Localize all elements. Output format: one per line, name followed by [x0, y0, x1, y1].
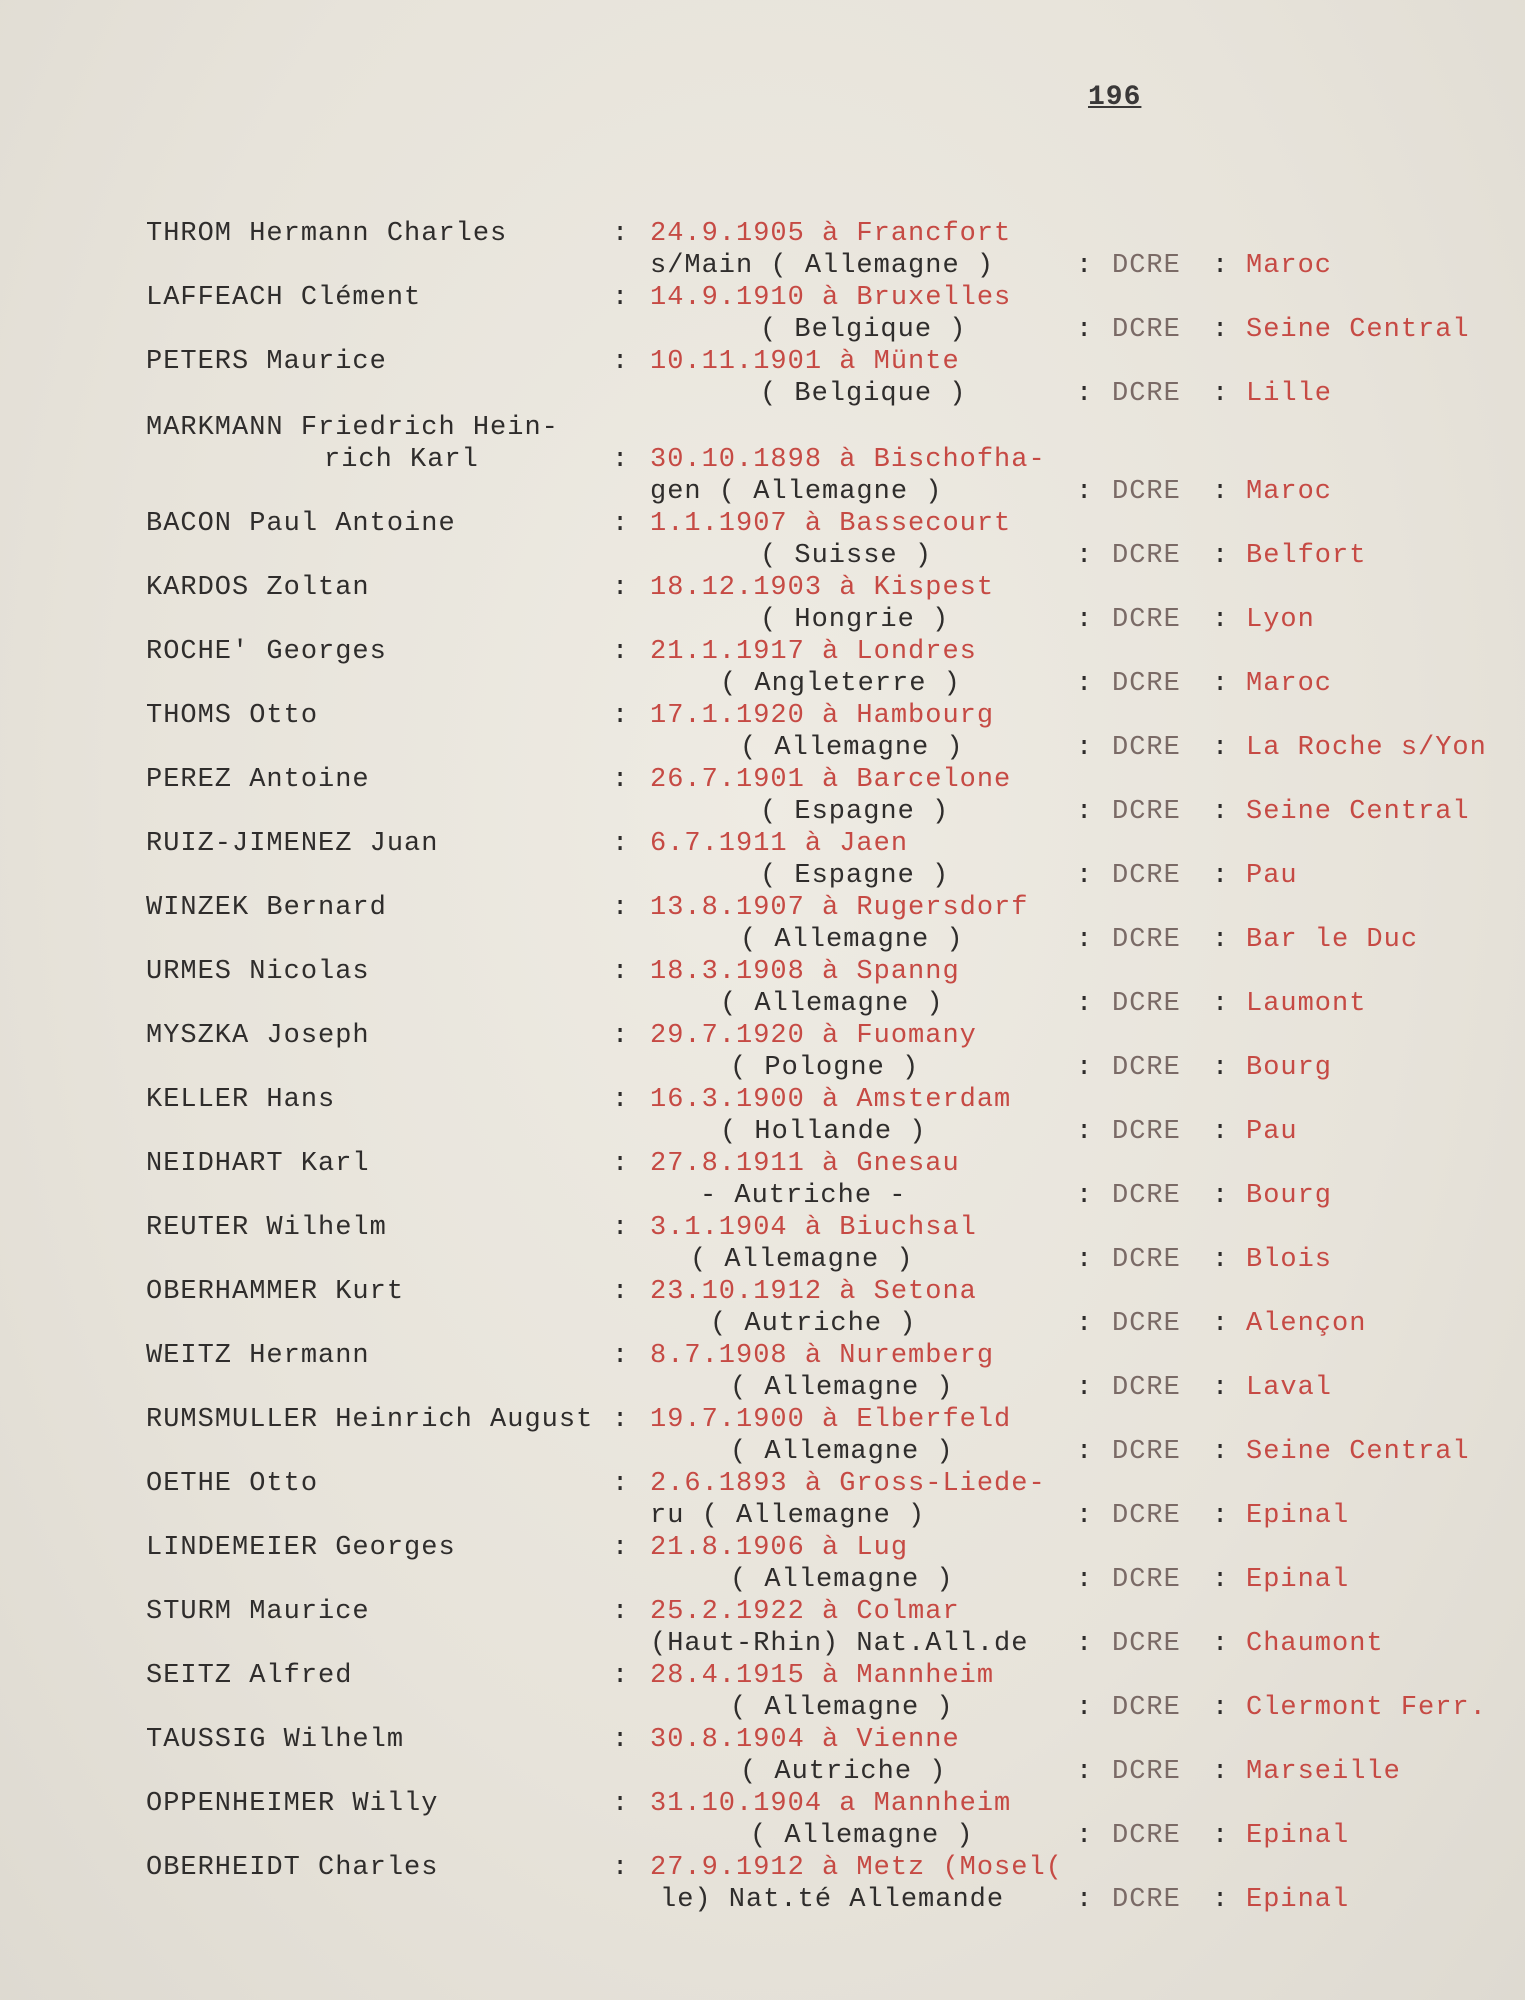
birth-country: ( Allemagne )	[750, 1821, 974, 1851]
separator-colon: :	[612, 1469, 629, 1499]
birth-country: ( Allemagne )	[730, 1437, 954, 1467]
separator-colon: :	[612, 573, 629, 603]
birth-country: ( Allemagne )	[740, 733, 964, 763]
assignment-place: La Roche s/Yon	[1246, 733, 1487, 763]
birth-country: ( Hongrie )	[760, 605, 950, 635]
birth-date-place: 26.7.1901 à Barcelone	[650, 765, 1012, 795]
birth-date-place: 21.8.1906 à Lug	[650, 1533, 909, 1563]
separator-colon: :	[1076, 251, 1093, 281]
separator-colon: :	[1212, 1245, 1229, 1275]
entry-row	[0, 1788, 1525, 1858]
separator-colon: :	[1212, 379, 1229, 409]
separator-colon: :	[612, 1149, 629, 1179]
person-name: STURM Maurice	[146, 1597, 370, 1627]
assignment-place: Lyon	[1246, 605, 1315, 635]
birth-country: ( Allemagne )	[730, 1565, 954, 1595]
dept-code: DCRE	[1112, 1181, 1181, 1211]
separator-colon: :	[1076, 861, 1093, 891]
separator-colon: :	[1076, 541, 1093, 571]
separator-colon: :	[612, 765, 629, 795]
birth-country: s/Main ( Allemagne )	[650, 251, 995, 281]
assignment-place: Bar le Duc	[1246, 925, 1419, 955]
separator-colon: :	[1076, 605, 1093, 635]
separator-colon: :	[1076, 1501, 1093, 1531]
person-name: URMES Nicolas	[146, 957, 370, 987]
assignment-place: Marseille	[1246, 1757, 1401, 1787]
separator-colon: :	[612, 1725, 629, 1755]
dept-code: DCRE	[1112, 861, 1181, 891]
birth-date-place: 10.11.1901 à Münte	[650, 347, 960, 377]
person-name: BACON Paul Antoine	[146, 509, 456, 539]
birth-country: ( Hollande )	[720, 1117, 927, 1147]
birth-date-place: 23.10.1912 à Setona	[650, 1277, 977, 1307]
assignment-place: Seine Central	[1246, 315, 1470, 345]
birth-country: ( Autriche )	[710, 1309, 917, 1339]
person-name: OBERHEIDT Charles	[146, 1853, 439, 1883]
dept-code: DCRE	[1112, 1629, 1181, 1659]
separator-colon: :	[612, 1853, 629, 1883]
birth-country: ( Espagne )	[760, 861, 950, 891]
entry-row	[0, 1532, 1525, 1602]
separator-colon: :	[612, 1213, 629, 1243]
dept-code: DCRE	[1112, 1821, 1181, 1851]
assignment-place: Pau	[1246, 861, 1298, 891]
separator-colon: :	[1212, 1373, 1229, 1403]
person-name: RUIZ-JIMENEZ Juan	[146, 829, 439, 859]
separator-colon: :	[612, 509, 629, 539]
birth-country: (Haut-Rhin) Nat.All.de	[650, 1629, 1029, 1659]
separator-colon: :	[1076, 1181, 1093, 1211]
dept-code: DCRE	[1112, 1757, 1181, 1787]
person-name: KARDOS Zoltan	[146, 573, 370, 603]
separator-colon: :	[1212, 925, 1229, 955]
person-name: PEREZ Antoine	[146, 765, 370, 795]
separator-colon: :	[612, 1533, 629, 1563]
dept-code: DCRE	[1112, 1309, 1181, 1339]
birth-date-place: 30.10.1898 à Bischofha-	[650, 445, 1046, 475]
birth-date-place: 29.7.1920 à Fuomany	[650, 1021, 977, 1051]
separator-colon: :	[1212, 989, 1229, 1019]
separator-colon: :	[1076, 733, 1093, 763]
birth-date-place: 31.10.1904 a Mannheim	[650, 1789, 1012, 1819]
separator-colon: :	[1076, 1117, 1093, 1147]
separator-colon: :	[612, 957, 629, 987]
birth-country: ( Allemagne )	[740, 925, 964, 955]
dept-code: DCRE	[1112, 477, 1181, 507]
birth-date-place: 27.9.1912 à Metz (Mosel(	[650, 1853, 1063, 1883]
separator-colon: :	[612, 637, 629, 667]
separator-colon: :	[612, 1789, 629, 1819]
person-name: TAUSSIG Wilhelm	[146, 1725, 405, 1755]
separator-colon: :	[1212, 477, 1229, 507]
entry-row	[0, 828, 1525, 898]
entry-row	[0, 892, 1525, 962]
birth-date-place: 1.1.1907 à Bassecourt	[650, 509, 1012, 539]
separator-colon: :	[1212, 1821, 1229, 1851]
birth-country: ( Allemagne )	[720, 989, 944, 1019]
entry-row	[0, 764, 1525, 834]
dept-code: DCRE	[1112, 379, 1181, 409]
birth-date-place: 19.7.1900 à Elberfeld	[650, 1405, 1012, 1435]
dept-code: DCRE	[1112, 1885, 1181, 1915]
birth-country: ru ( Allemagne )	[650, 1501, 926, 1531]
entry-row	[0, 412, 1525, 507]
separator-colon: :	[1076, 1629, 1093, 1659]
separator-colon: :	[612, 347, 629, 377]
entry-row	[0, 218, 1525, 288]
dept-code: DCRE	[1112, 925, 1181, 955]
entry-row	[0, 1340, 1525, 1410]
birth-date-place: 27.8.1911 à Gnesau	[650, 1149, 960, 1179]
separator-colon: :	[612, 1405, 629, 1435]
birth-country: ( Autriche )	[740, 1757, 947, 1787]
separator-colon: :	[1212, 797, 1229, 827]
assignment-place: Bourg	[1246, 1053, 1333, 1083]
person-name: OPPENHEIMER Willy	[146, 1789, 439, 1819]
person-name: THROM Hermann Charles	[146, 219, 508, 249]
dept-code: DCRE	[1112, 1693, 1181, 1723]
person-name: MARKMANN Friedrich Hein-	[146, 413, 559, 443]
birth-date-place: 28.4.1915 à Mannheim	[650, 1661, 995, 1691]
separator-colon: :	[612, 701, 629, 731]
separator-colon: :	[1076, 1245, 1093, 1275]
person-name: LINDEMEIER Georges	[146, 1533, 456, 1563]
birth-country: le) Nat.té Allemande	[660, 1885, 1005, 1915]
birth-date-place: 8.7.1908 à Nuremberg	[650, 1341, 995, 1371]
birth-date-place: 2.6.1893 à Gross-Liede-	[650, 1469, 1046, 1499]
person-name: OETHE Otto	[146, 1469, 319, 1499]
birth-country: - Autriche -	[700, 1181, 907, 1211]
separator-colon: :	[1212, 1117, 1229, 1147]
entry-row	[0, 1276, 1525, 1346]
birth-date-place: 14.9.1910 à Bruxelles	[650, 283, 1012, 313]
separator-colon: :	[612, 219, 629, 249]
dept-code: DCRE	[1112, 1501, 1181, 1531]
assignment-place: Epinal	[1246, 1821, 1350, 1851]
birth-country: ( Espagne )	[760, 797, 950, 827]
entry-row	[0, 1660, 1525, 1730]
birth-country: ( Allemagne )	[730, 1373, 954, 1403]
assignment-place: Maroc	[1246, 477, 1333, 507]
dept-code: DCRE	[1112, 251, 1181, 281]
separator-colon: :	[1076, 1373, 1093, 1403]
dept-code: DCRE	[1112, 1245, 1181, 1275]
separator-colon: :	[1212, 1501, 1229, 1531]
entry-row	[0, 282, 1525, 352]
separator-colon: :	[1076, 989, 1093, 1019]
dept-code: DCRE	[1112, 541, 1181, 571]
entry-row	[0, 508, 1525, 578]
person-name: ROCHE' Georges	[146, 637, 387, 667]
dept-code: DCRE	[1112, 1565, 1181, 1595]
separator-colon: :	[1212, 315, 1229, 345]
separator-colon: :	[612, 893, 629, 923]
entry-row	[0, 636, 1525, 706]
birth-country: ( Angleterre )	[720, 669, 961, 699]
entry-row	[0, 346, 1525, 416]
person-name: SEITZ Alfred	[146, 1661, 353, 1691]
separator-colon: :	[612, 283, 629, 313]
separator-colon: :	[1212, 1693, 1229, 1723]
birth-date-place: 25.2.1922 à Colmar	[650, 1597, 960, 1627]
dept-code: DCRE	[1112, 605, 1181, 635]
birth-country: ( Pologne )	[730, 1053, 920, 1083]
separator-colon: :	[1212, 541, 1229, 571]
separator-colon: :	[1076, 797, 1093, 827]
entry-row	[0, 1852, 1525, 1922]
person-name: LAFFEACH Clément	[146, 283, 422, 313]
separator-colon: :	[1076, 379, 1093, 409]
separator-colon: :	[612, 1021, 629, 1051]
assignment-place: Alençon	[1246, 1309, 1367, 1339]
entry-row	[0, 700, 1525, 770]
assignment-place: Maroc	[1246, 251, 1333, 281]
assignment-place: Blois	[1246, 1245, 1333, 1275]
separator-colon: :	[1076, 925, 1093, 955]
entry-row	[0, 1212, 1525, 1282]
separator-colon: :	[1076, 1437, 1093, 1467]
assignment-place: Belfort	[1246, 541, 1367, 571]
birth-date-place: 3.1.1904 à Biuchsal	[650, 1213, 977, 1243]
assignment-place: Laumont	[1246, 989, 1367, 1019]
person-name: REUTER Wilhelm	[146, 1213, 387, 1243]
entry-row	[0, 1596, 1525, 1666]
person-name: KELLER Hans	[146, 1085, 336, 1115]
person-name: WEITZ Hermann	[146, 1341, 370, 1371]
person-name: NEIDHART Karl	[146, 1149, 370, 1179]
assignment-place: Clermont Ferr.	[1246, 1693, 1487, 1723]
separator-colon: :	[1212, 605, 1229, 635]
birth-date-place: 18.12.1903 à Kispest	[650, 573, 995, 603]
separator-colon: :	[1212, 251, 1229, 281]
birth-date-place: 6.7.1911 à Jaen	[650, 829, 909, 859]
dept-code: DCRE	[1112, 1373, 1181, 1403]
birth-date-place: 18.3.1908 à Spanng	[650, 957, 960, 987]
entry-row	[0, 1404, 1525, 1474]
assignment-place: Chaumont	[1246, 1629, 1384, 1659]
birth-date-place: 21.1.1917 à Londres	[650, 637, 977, 667]
birth-date-place: 24.9.1905 à Francfort	[650, 219, 1012, 249]
assignment-place: Epinal	[1246, 1565, 1350, 1595]
separator-colon: :	[1076, 669, 1093, 699]
birth-country: ( Belgique )	[760, 315, 967, 345]
separator-colon: :	[1212, 1885, 1229, 1915]
separator-colon: :	[612, 445, 629, 475]
separator-colon: :	[612, 829, 629, 859]
entry-row	[0, 1148, 1525, 1218]
person-name-continued: rich Karl	[324, 445, 479, 475]
assignment-place: Maroc	[1246, 669, 1333, 699]
separator-colon: :	[1076, 1821, 1093, 1851]
separator-colon: :	[1212, 1565, 1229, 1595]
person-name: THOMS Otto	[146, 701, 319, 731]
person-name: MYSZKA Joseph	[146, 1021, 370, 1051]
assignment-place: Seine Central	[1246, 797, 1470, 827]
person-name: OBERHAMMER Kurt	[146, 1277, 405, 1307]
birth-country: ( Allemagne )	[690, 1245, 914, 1275]
separator-colon: :	[1212, 1181, 1229, 1211]
dept-code: DCRE	[1112, 1437, 1181, 1467]
separator-colon: :	[1076, 1309, 1093, 1339]
dept-code: DCRE	[1112, 733, 1181, 763]
dept-code: DCRE	[1112, 669, 1181, 699]
assignment-place: Epinal	[1246, 1501, 1350, 1531]
entry-row	[0, 1084, 1525, 1154]
birth-date-place: 30.8.1904 à Vienne	[650, 1725, 960, 1755]
birth-country: ( Belgique )	[760, 379, 967, 409]
assignment-place: Seine Central	[1246, 1437, 1470, 1467]
assignment-place: Epinal	[1246, 1885, 1350, 1915]
separator-colon: :	[1076, 477, 1093, 507]
dept-code: DCRE	[1112, 1053, 1181, 1083]
separator-colon: :	[1212, 669, 1229, 699]
dept-code: DCRE	[1112, 797, 1181, 827]
separator-colon: :	[1212, 861, 1229, 891]
entry-row	[0, 572, 1525, 642]
separator-colon: :	[1076, 1565, 1093, 1595]
entry-row	[0, 1020, 1525, 1090]
birth-date-place: 16.3.1900 à Amsterdam	[650, 1085, 1012, 1115]
birth-date-place: 13.8.1907 à Rugersdorf	[650, 893, 1029, 923]
birth-country: ( Allemagne )	[730, 1693, 954, 1723]
separator-colon: :	[1212, 1053, 1229, 1083]
separator-colon: :	[1212, 1629, 1229, 1659]
separator-colon: :	[1212, 1757, 1229, 1787]
entry-row	[0, 1724, 1525, 1794]
assignment-place: Pau	[1246, 1117, 1298, 1147]
entry-row	[0, 956, 1525, 1026]
separator-colon: :	[612, 1085, 629, 1115]
person-name: WINZEK Bernard	[146, 893, 387, 923]
entry-row	[0, 1468, 1525, 1538]
separator-colon: :	[1076, 1885, 1093, 1915]
person-name: PETERS Maurice	[146, 347, 387, 377]
separator-colon: :	[612, 1277, 629, 1307]
separator-colon: :	[1212, 1309, 1229, 1339]
assignment-place: Lille	[1246, 379, 1333, 409]
dept-code: DCRE	[1112, 989, 1181, 1019]
separator-colon: :	[612, 1661, 629, 1691]
assignment-place: Laval	[1246, 1373, 1333, 1403]
separator-colon: :	[1212, 1437, 1229, 1467]
separator-colon: :	[1076, 315, 1093, 345]
separator-colon: :	[1076, 1053, 1093, 1083]
dept-code: DCRE	[1112, 315, 1181, 345]
separator-colon: :	[612, 1341, 629, 1371]
assignment-place: Bourg	[1246, 1181, 1333, 1211]
dept-code: DCRE	[1112, 1117, 1181, 1147]
page-number: 196	[1088, 82, 1142, 113]
birth-country: ( Suisse )	[760, 541, 933, 571]
separator-colon: :	[1212, 733, 1229, 763]
separator-colon: :	[1076, 1757, 1093, 1787]
separator-colon: :	[612, 1597, 629, 1627]
separator-colon: :	[1076, 1693, 1093, 1723]
person-name: RUMSMULLER Heinrich August	[146, 1405, 594, 1435]
birth-date-place: 17.1.1920 à Hambourg	[650, 701, 995, 731]
birth-country: gen ( Allemagne )	[650, 477, 943, 507]
